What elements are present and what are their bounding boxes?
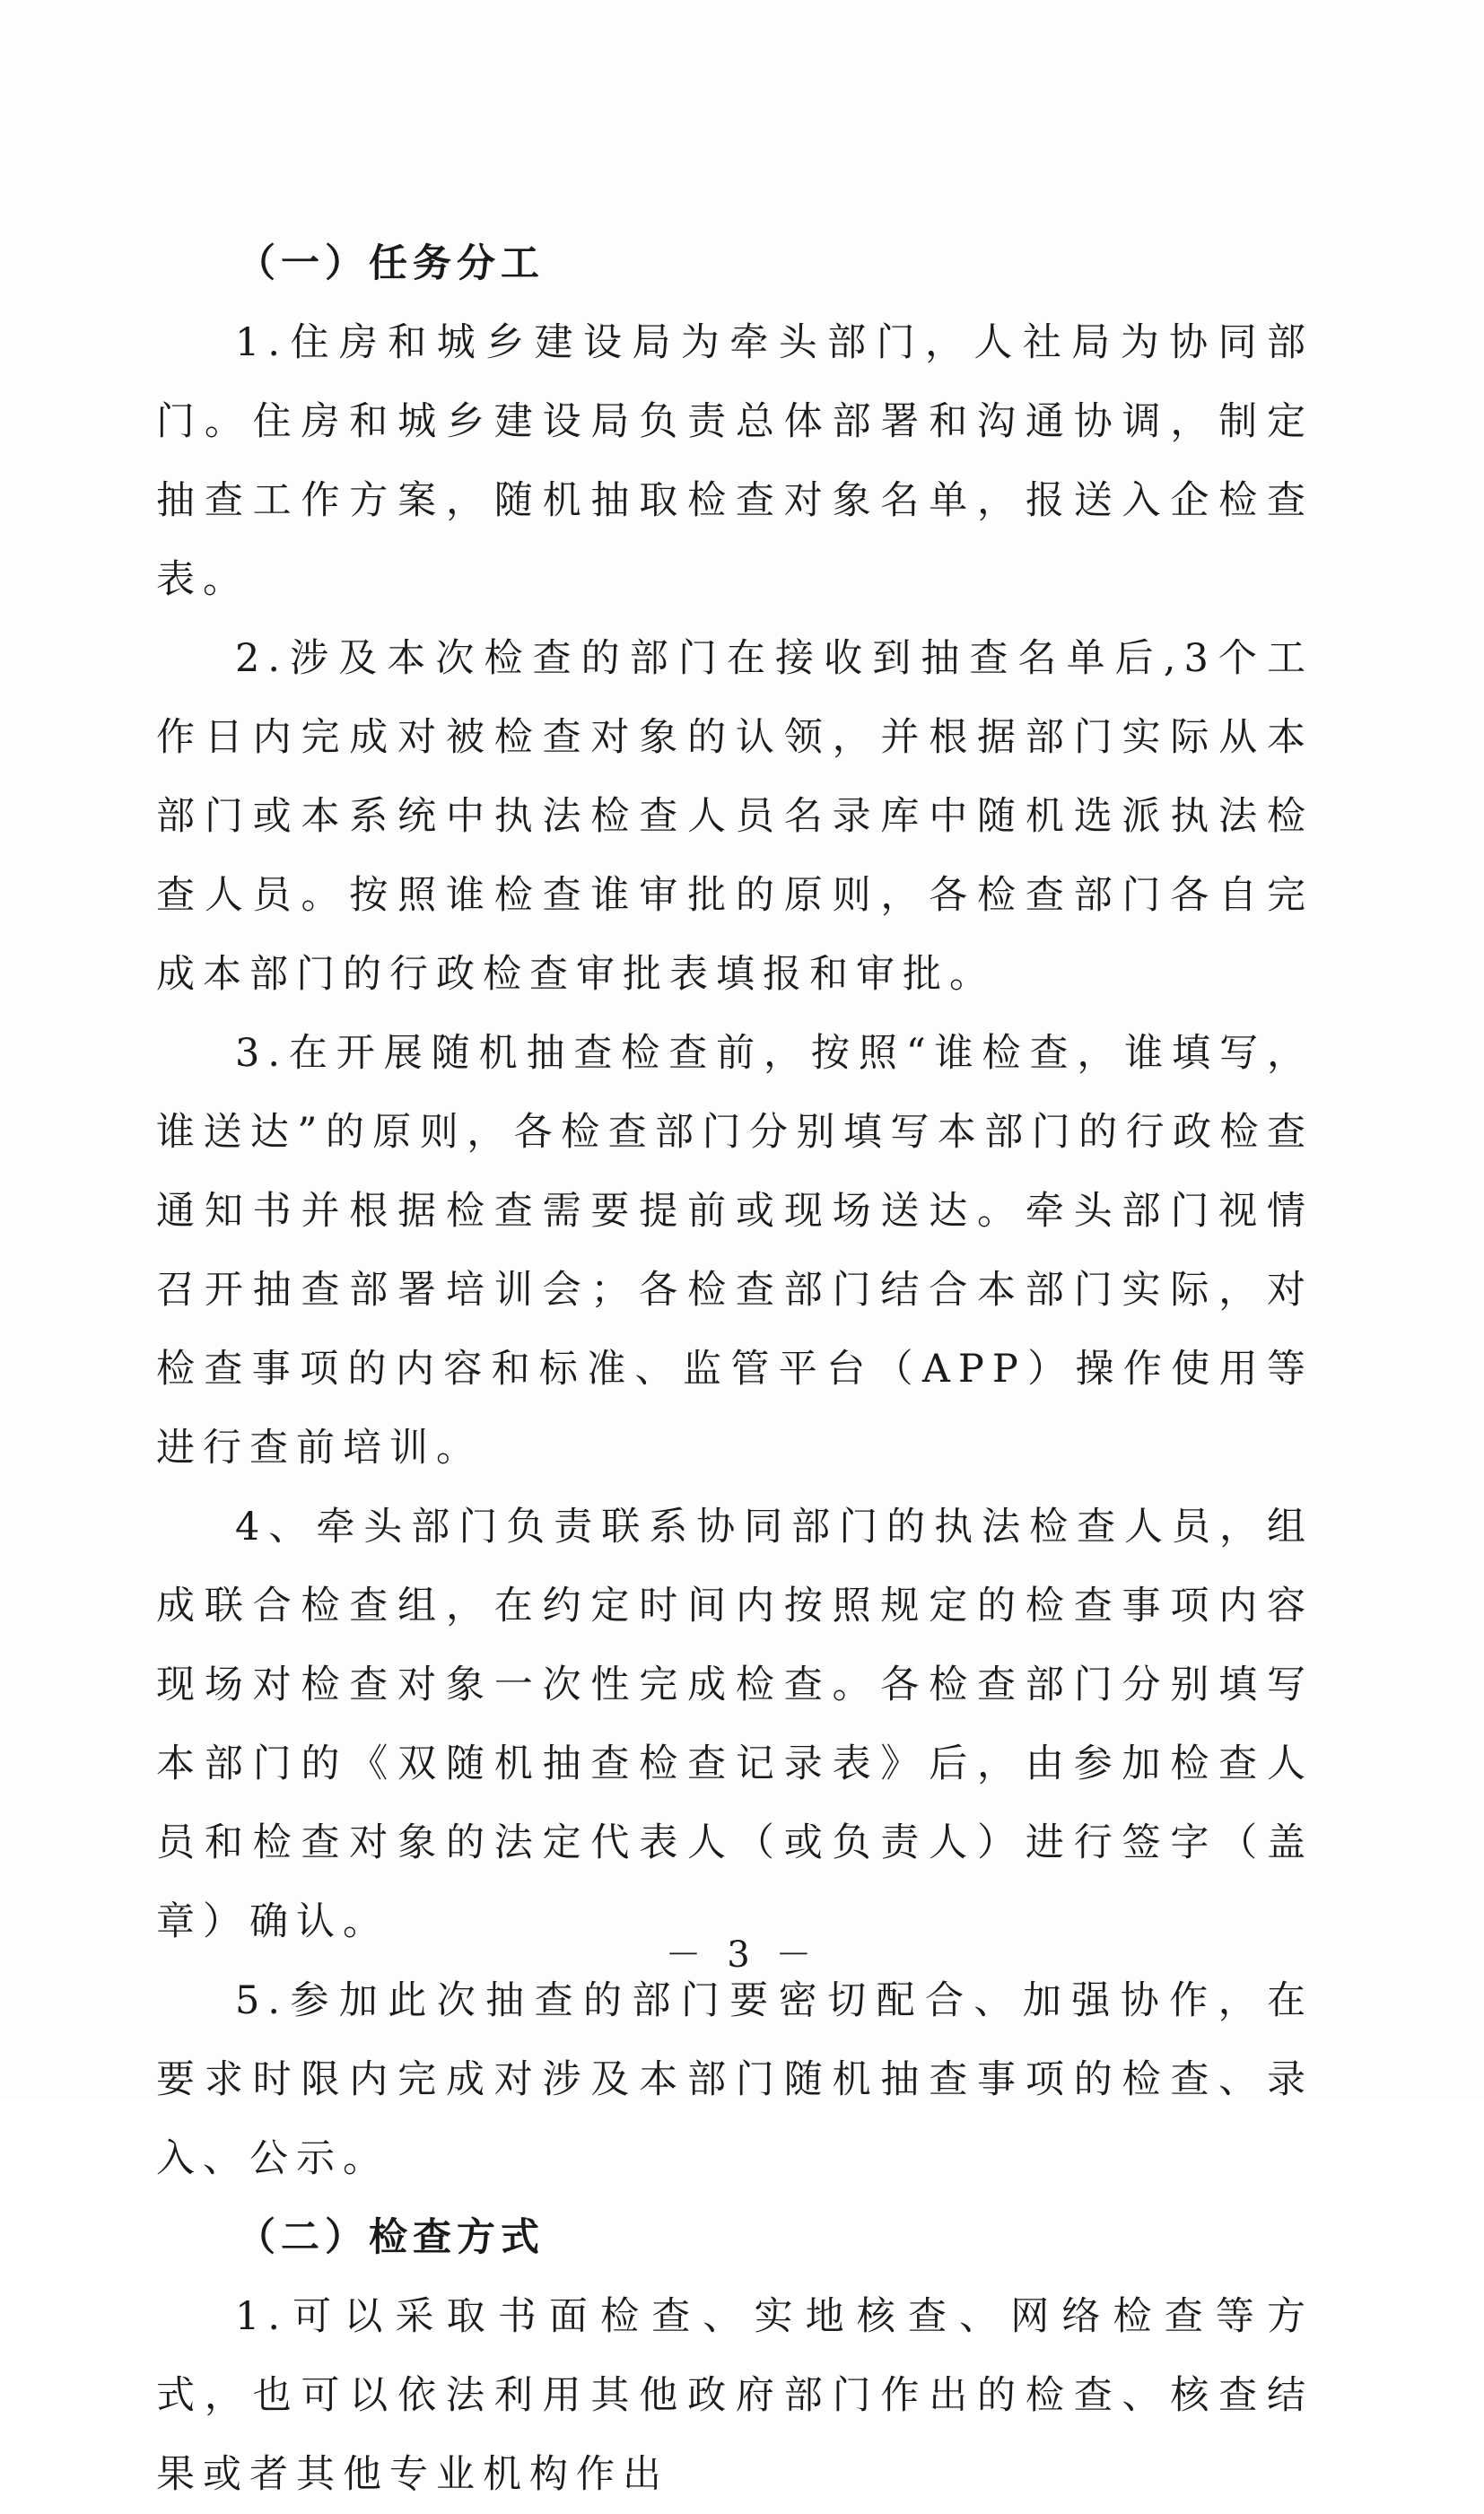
page-number: － 3 －: [665, 1934, 819, 1976]
paragraph: 1.可以采取书面检查、实地核查、网络检查等方式，也可以依法利用其他政府部门作出的检查、核查结果或者其他专业机构作出: [156, 2294, 1314, 2497]
paragraph: 4、牵头部门负责联系协同部门的执法检查人员，组成联合检查组，在约定时间内按照规定的检查事项内容现场对检查对象一次性完成检查。各检查部门分别填写本部门的《双随机抽查检查记录表》后，由参加检查人员和检查对象的法定代表人（或负责人）进行签字（盖章）确认。: [156, 1505, 1314, 1944]
paragraph: 1.住房和城乡建设局为牵头部门，人社局为协同部门。住房和城乡建设局负责总体部署和沟通协调，制定抽查工作方案，随机抽取检查对象名单，报送入企检查表。: [156, 320, 1314, 602]
paragraph: 3.在开展随机抽查检查前，按照“谁检查，谁填写，谁送达”的原则，各检查部门分别填写本部门的行政检查通知书并根据检查需要提前或现场送达。牵头部门视情召开抽查部署培训会；各检查部门结合本部门实际，对检查事项的内容和标准、监管平台（APP）操作使用等进行查前培训。: [156, 1031, 1314, 1471]
document-body: [156, 224, 1314, 2514]
paragraph: 2.涉及本次检查的部门在接收到抽查名单后,3个工作日内完成对被检查对象的认领，并根据部门实际从本部门或本系统中执法检查人员名录库中随机选派执法检查人员。按照谁检查谁审批的原则，各检查部门各自完成本部门的行政检查审批表填报和审批。: [156, 636, 1314, 997]
section-heading-inspection-method: （二）检查方式: [237, 2215, 545, 2260]
paragraph: 5.参加此次抽查的部门要密切配合、加强协作，在要求时限内完成对涉及本部门随机抽查事项的检查、录入、公示。: [156, 1978, 1314, 2181]
section-heading-task-division: （一）任务分工: [237, 241, 545, 286]
